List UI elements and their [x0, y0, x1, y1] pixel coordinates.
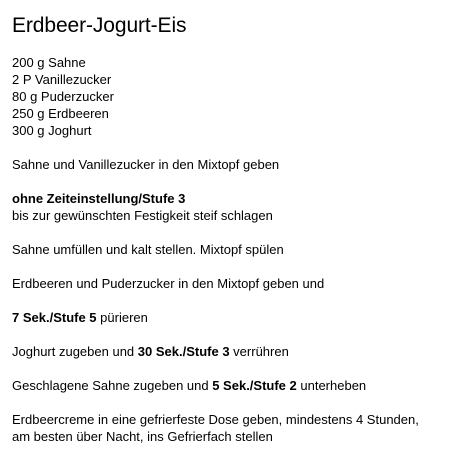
step-3: Sahne umfüllen und kalt stellen. Mixtopf spülen [12, 242, 284, 257]
recipe-document [12, 13, 457, 445]
step-6 [12, 343, 457, 360]
step-2-text: bis zur gewünschten Festigkeit steif schlagen [12, 208, 273, 223]
step-6-bold: 30 Sek./Stufe 3 [137, 344, 230, 359]
step-2-setting [12, 190, 457, 207]
step-6-post: verrühren [229, 344, 289, 359]
step-4: Erdbeeren und Puderzucker in den Mixtopf geben und [12, 276, 325, 291]
step-6-pre: Joghurt zugeben und [12, 344, 138, 359]
step-7 [12, 377, 457, 394]
step-5-text: pürieren [96, 310, 148, 325]
ingredient-item: 2 P Vanillezucker [12, 72, 112, 87]
step-2-bold: ohne Zeiteinstellung/Stufe 3 [12, 191, 186, 206]
ingredient-item: 80 g Puderzucker [12, 89, 114, 104]
step-1: Sahne und Vanillezucker in den Mixtopf geben [12, 157, 280, 172]
recipe-title: Erdbeer-Jogurt-Eis [12, 14, 187, 37]
step-7-pre: Geschlagene Sahne zugeben und [12, 378, 213, 393]
step-8-line-2: am besten über Nacht, ins Gefrierfach stellen [12, 429, 273, 444]
step-5-bold: 7 Sek./Stufe 5 [12, 310, 97, 325]
ingredient-item: 300 g Joghurt [12, 123, 92, 138]
step-7-bold: 5 Sek./Stufe 2 [212, 378, 297, 393]
step-8-line-1: Erdbeercreme in eine gefrierfeste Dose geben, mindestens 4 Stunden, [12, 412, 419, 427]
ingredient-list [12, 54, 457, 139]
step-7-post: unterheben [296, 378, 367, 393]
ingredient-item: 200 g Sahne [12, 55, 86, 70]
step-5 [12, 309, 457, 326]
ingredient-item: 250 g Erdbeeren [12, 106, 109, 121]
